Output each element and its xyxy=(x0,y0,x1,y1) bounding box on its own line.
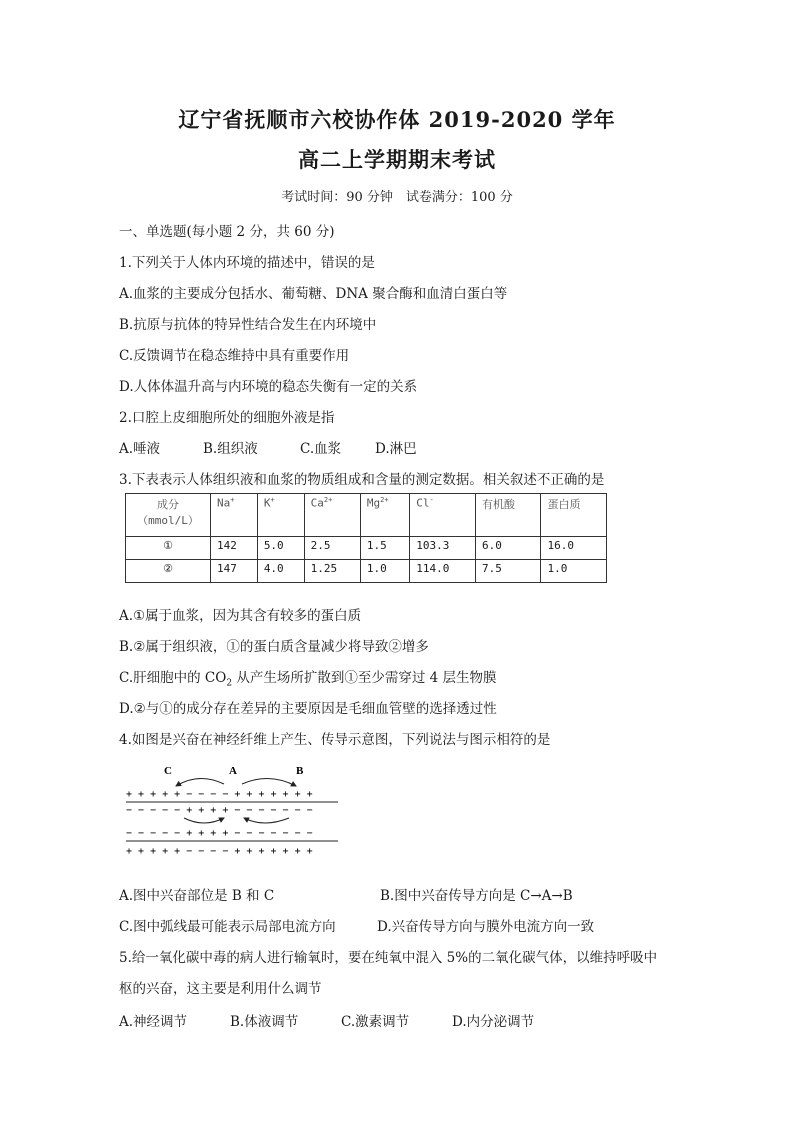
q1-option-a: A.血浆的主要成分包括水、葡萄糖、DNA 聚合酶和血清白蛋白等 xyxy=(119,286,508,302)
q3-option-d: D.②与①的成分存在差异的主要原因是毛细血管壁的选择透过性 xyxy=(119,701,497,717)
table-header-label xyxy=(126,494,211,537)
charge-row-2: − − − − − + + + + − − − − − − − xyxy=(126,805,313,816)
q3-stem: 3.下表表示人体组织液和血浆的物质组成和含量的测定数据。相关叙述不正确的是 xyxy=(119,472,605,488)
q4-option-b: B.图中兴奋传导方向是 C→A→B xyxy=(380,888,573,904)
col-header-text: Ca xyxy=(310,496,324,510)
q1-option-d: D.人体体温升高与内环境的稳态失衡有一定的关系 xyxy=(119,379,418,395)
header-label-text: 成分 xyxy=(157,498,179,511)
col-header xyxy=(360,494,409,537)
col-header xyxy=(541,494,607,537)
q2-option-b: B.组织液 xyxy=(203,441,258,457)
table-cell: 1.5 xyxy=(360,537,409,560)
exam-title-line1: 辽宁省抚顺市六校协作体 2019-2020 学年 xyxy=(178,107,616,132)
nerve-fiber-diagram xyxy=(124,762,344,862)
q2-option-c: C.血浆 xyxy=(300,441,342,457)
q3-option-c-sub: 2 xyxy=(226,678,233,689)
current-arc-top-right xyxy=(242,778,296,786)
q4-option-a: A.图中兴奋部位是 B 和 C xyxy=(119,888,275,904)
col-header-text: Na xyxy=(217,496,231,510)
header-unit-text: （mmol/L） xyxy=(137,514,199,527)
col-header-sup: + xyxy=(230,496,235,504)
diagram-label-b: B xyxy=(296,765,304,777)
col-header-sup: 2+ xyxy=(380,496,389,504)
q3-option-a: A.①属于血浆，因为其含有较多的蛋白质 xyxy=(119,608,362,624)
q2-option-d: D.淋巴 xyxy=(375,441,417,457)
current-arc-top-left xyxy=(176,778,224,786)
q4-option-c: C.图中弧线最可能表示局部电流方向 xyxy=(119,919,336,935)
table-cell: 16.0 xyxy=(541,537,607,560)
exam-title-line2: 高二上学期期末考试 xyxy=(298,147,496,172)
row-label: ② xyxy=(126,560,211,583)
current-arc-inner-left xyxy=(184,818,224,823)
table-cell: 142 xyxy=(211,537,258,560)
q2-stem: 2.口腔上皮细胞所处的细胞外液是指 xyxy=(119,410,335,426)
table-cell: 6.0 xyxy=(475,537,541,560)
composition-table xyxy=(125,493,607,583)
col-header xyxy=(475,494,541,537)
col-header-text: 蛋白质 xyxy=(547,498,581,511)
col-header xyxy=(257,494,304,537)
q3-option-c xyxy=(119,666,497,689)
col-header-sup: 2+ xyxy=(323,496,333,504)
table-cell: 1.0 xyxy=(541,560,607,583)
q3-option-c-pre: C.肝细胞中的 CO xyxy=(119,670,227,686)
q5-stem-line2: 枢的兴奋，这主要是利用什么调节 xyxy=(119,981,322,997)
table-row xyxy=(126,560,607,583)
q5-option-b: B.体液调节 xyxy=(230,1014,299,1030)
q5-stem-line1: 5.给一氧化碳中毒的病人进行输氧时，要在纯氧中混入 5%的二氧化碳气体，以维持呼吸中 xyxy=(119,950,658,966)
table-cell: 2.5 xyxy=(304,537,360,560)
col-header xyxy=(211,494,258,537)
q2-option-a: A.唾液 xyxy=(119,441,161,457)
col-header-sup: + xyxy=(270,496,275,504)
q4-stem: 4.如图是兴奋在神经纤维上产生、传导示意图，下列说法与图示相符的是 xyxy=(119,732,551,748)
col-header xyxy=(410,494,476,537)
q4-option-d: D.兴奋传导方向与膜外电流方向一致 xyxy=(377,919,595,935)
current-arc-inner-right xyxy=(244,818,289,823)
diagram-label-a: A xyxy=(229,765,237,777)
col-header xyxy=(304,494,360,537)
q5-option-c: C.激素调节 xyxy=(341,1014,410,1030)
q3-option-c-post: 从产生场所扩散到①至少需穿过 4 层生物膜 xyxy=(232,670,497,686)
row-label: ① xyxy=(126,537,211,560)
table-cell: 1.25 xyxy=(304,560,360,583)
charge-row-1: + + + + + − − − − + + + + + + + xyxy=(126,789,313,800)
table-cell: 1.0 xyxy=(360,560,409,583)
charge-row-3: − − − − − + + + + − − − − − − − xyxy=(126,828,313,839)
q1-option-c: C.反馈调节在稳态维持中具有重要作用 xyxy=(119,348,350,364)
table-header-row xyxy=(126,494,607,537)
table-cell: 103.3 xyxy=(410,537,476,560)
q3-option-b: B.②属于组织液，①的蛋白质含量减少将导致②增多 xyxy=(119,639,429,655)
col-header-text: K xyxy=(263,496,271,510)
q1-option-b: B.抗原与抗体的特异性结合发生在内环境中 xyxy=(119,317,377,333)
col-header-text: Mg xyxy=(366,496,381,510)
q5-option-d: D.内分泌调节 xyxy=(452,1014,535,1030)
table-cell: 5.0 xyxy=(257,537,304,560)
col-header-text: Cl xyxy=(416,496,430,510)
table-cell: 147 xyxy=(211,560,258,583)
col-header-sup: - xyxy=(429,496,434,504)
table-cell: 4.0 xyxy=(257,560,304,583)
section-heading: 一、单选题(每小题 2 分，共 60 分) xyxy=(119,224,335,240)
exam-info: 考试时间：90 分钟 试卷满分：100 分 xyxy=(281,190,513,205)
table-row xyxy=(126,537,607,560)
charge-row-4: + + + + + − − − − + + + + + + + xyxy=(126,846,313,857)
col-header-text: 有机酸 xyxy=(481,498,515,511)
diagram-label-c: C xyxy=(164,765,172,777)
q5-option-a: A.神经调节 xyxy=(119,1014,188,1030)
q1-stem: 1.下列关于人体内环境的描述中，错误的是 xyxy=(119,255,375,271)
table-cell: 114.0 xyxy=(410,560,476,583)
table-cell: 7.5 xyxy=(475,560,541,583)
